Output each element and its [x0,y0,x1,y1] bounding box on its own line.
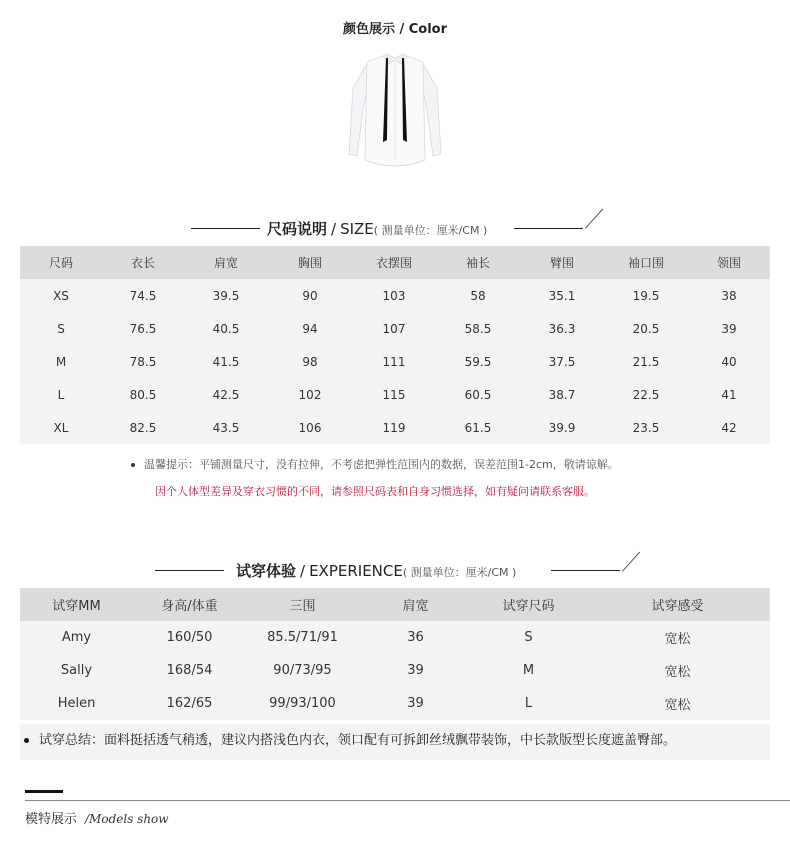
table-cell: 80.5 [102,378,184,411]
column-header: 身高/体重 [133,588,246,621]
table-cell: 43.5 [184,411,268,444]
table-cell: 39 [688,312,770,345]
table-cell: 宽松 [585,621,770,654]
table-cell: Sally [20,654,133,687]
table-cell: 99/93/100 [246,687,359,720]
table-cell: 78.5 [102,345,184,378]
divider-line [514,228,583,229]
table-cell: 82.5 [102,411,184,444]
table-cell: 22.5 [604,378,688,411]
table-cell: 115 [352,378,436,411]
table-header-row [20,246,770,279]
table-cell: 90/73/95 [246,654,359,687]
table-cell: Helen [20,687,133,720]
table-row [20,687,770,720]
table-cell: 160/50 [133,621,246,654]
table-cell: 36 [359,621,472,654]
table-cell: M [472,654,585,687]
column-header: 袖口围 [604,246,688,279]
table-cell: 94 [268,312,352,345]
table-cell: 20.5 [604,312,688,345]
table-row [20,345,770,378]
column-header: 试穿尺码 [472,588,585,621]
table-cell: Amy [20,621,133,654]
experience-table [20,588,770,720]
slash-decoration [585,209,603,229]
table-cell: XL [20,411,102,444]
table-cell: 60.5 [436,378,520,411]
table-cell: 39 [359,654,472,687]
table-cell: 39.5 [184,279,268,312]
size-section-title: 尺码说明 / SIZE( 测量单位：厘米/CM ) [267,220,488,238]
table-cell: 37.5 [520,345,604,378]
table-cell: M [20,345,102,378]
table-row [20,279,770,312]
table-row [20,378,770,411]
table-cell: 111 [352,345,436,378]
table-cell: 38 [688,279,770,312]
divider-line [25,800,790,801]
table-cell: 74.5 [102,279,184,312]
table-cell: 103 [352,279,436,312]
table-cell: 106 [268,411,352,444]
table-cell: 59.5 [436,345,520,378]
column-header: 衣长 [102,246,184,279]
table-cell: L [472,687,585,720]
color-section-title: 颜色展示 / Color [342,22,448,37]
table-cell: 36.3 [520,312,604,345]
table-cell: 19.5 [604,279,688,312]
experience-section-header [0,548,790,588]
table-cell: 162/65 [133,687,246,720]
table-cell: S [20,312,102,345]
column-header: 臂围 [520,246,604,279]
table-header-row [20,588,770,621]
column-header: 试穿MM [20,588,133,621]
table-cell: 90 [268,279,352,312]
table-cell: 42.5 [184,378,268,411]
table-cell: 21.5 [604,345,688,378]
table-cell: 41 [688,378,770,411]
trial-summary-text: 试穿总结：面料挺括透气稍透，建议内搭浅色内衣，领口配有可拆卸丝绒飘带装饰，中长款版型长度遮盖臀部。 [39,733,677,748]
models-accent-bar [25,790,63,793]
size-note-text: 温馨提示：平铺测量尺寸，没有拉伸，不考虑把弹性范围内的数据，误差范围1-2cm，敬请谅解。 [144,458,619,471]
table-cell: 98 [268,345,352,378]
column-header: 领围 [688,246,770,279]
column-header: 尺码 [20,246,102,279]
experience-section-title: 试穿体验 / EXPERIENCE( 测量单位：厘米/CM ) [236,562,517,580]
table-cell: 35.1 [520,279,604,312]
table-cell: S [472,621,585,654]
bullet-icon [24,738,29,743]
trial-summary [20,724,770,760]
divider-line [191,228,260,229]
table-cell: 40 [688,345,770,378]
models-section-title: 模特展示 /Models show [25,812,169,827]
table-cell: 42 [688,411,770,444]
table-cell: XS [20,279,102,312]
table-cell: 39 [359,687,472,720]
table-row [20,411,770,444]
table-cell: 76.5 [102,312,184,345]
size-table [20,246,770,444]
table-cell: 40.5 [184,312,268,345]
table-cell: 85.5/71/91 [246,621,359,654]
table-cell: 58 [436,279,520,312]
size-section-header [0,205,790,245]
column-header: 肩宽 [359,588,472,621]
table-cell: 58.5 [436,312,520,345]
table-cell: 102 [268,378,352,411]
table-cell: 23.5 [604,411,688,444]
column-header: 三围 [246,588,359,621]
table-cell: 宽松 [585,687,770,720]
column-header: 肩宽 [184,246,268,279]
size-note-red: 因个人体型差异及穿衣习惯的不同，请参照尺码表和自身习惯选择，如有疑问请联系客服。 [155,485,595,498]
column-header: 胸围 [268,246,352,279]
table-row [20,312,770,345]
table-cell: 宽松 [585,654,770,687]
table-cell: 41.5 [184,345,268,378]
slash-decoration [622,552,640,572]
size-note [131,456,619,472]
column-header: 试穿感受 [585,588,770,621]
bullet-icon [131,463,135,467]
column-header: 袖长 [436,246,520,279]
table-row [20,621,770,654]
table-cell: L [20,378,102,411]
divider-line [155,570,224,571]
column-header: 衣摆围 [352,246,436,279]
table-cell: 38.7 [520,378,604,411]
table-cell: 107 [352,312,436,345]
table-cell: 61.5 [436,411,520,444]
divider-line [551,570,620,571]
table-cell: 39.9 [520,411,604,444]
white-shirt-image [345,50,445,174]
table-cell: 119 [352,411,436,444]
table-row [20,654,770,687]
table-cell: 168/54 [133,654,246,687]
